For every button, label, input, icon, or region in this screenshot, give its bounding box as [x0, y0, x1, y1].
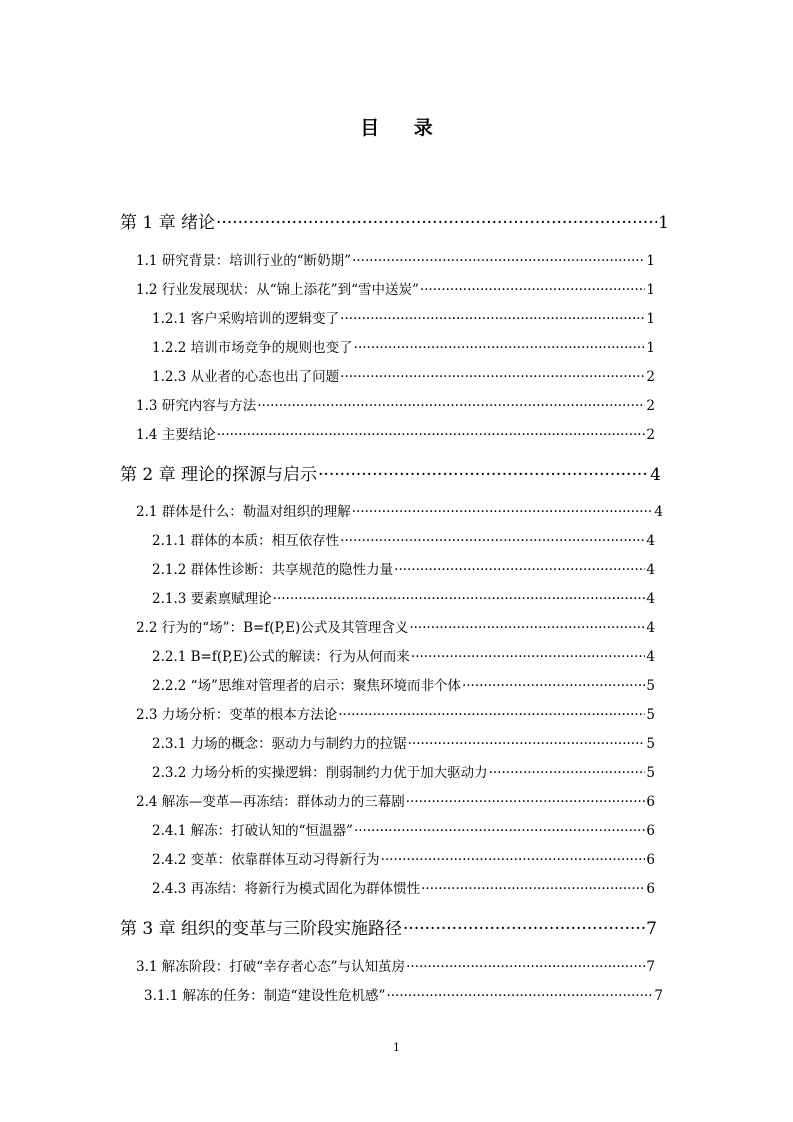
toc-entry[interactable] [152, 365, 655, 385]
leader-dots [394, 562, 645, 578]
toc-entry-page: 4 [654, 504, 663, 520]
toc-entry-label: 2.2.2 “场”思维对管理者的启示：聚焦环境而非个体 [152, 678, 461, 694]
leader-dots [340, 311, 645, 327]
toc-entry-page: 5 [646, 678, 655, 694]
toc-entry-page: 6 [646, 852, 655, 868]
toc-entry-label: 3.1.1 解冻的任务：制造“建设性危机感” [144, 988, 386, 1004]
toc-entry-label: 1.2.1 客户采购培训的逻辑变了 [152, 311, 340, 327]
toc-entry[interactable] [136, 394, 655, 414]
leader-dots [338, 707, 645, 723]
leader-dots [489, 765, 646, 781]
toc-entry-label: 2.4.1 解冻：打破认知的“恒温器” [152, 823, 353, 839]
toc-entry[interactable] [136, 500, 663, 520]
toc-entry-page: 4 [646, 620, 655, 636]
toc-entry[interactable] [152, 761, 655, 781]
toc-entry-page: 2 [646, 427, 655, 443]
toc-entry[interactable] [136, 423, 655, 443]
toc-entry[interactable] [144, 984, 663, 1004]
toc-entry-label: 2.2.1 B=f(P,E)公式的解读：行为从何而来 [152, 649, 410, 665]
page-number: 1 [393, 1041, 400, 1054]
toc-entry[interactable] [152, 674, 655, 694]
toc-entry-label: 1.4 主要结论 [136, 427, 216, 443]
toc-entry-page: 1 [646, 282, 655, 298]
toc-entry-page: 6 [646, 794, 655, 810]
toc-entry-label: 3.1 解冻阶段：打破“幸存者心态”与认知茧房 [136, 959, 406, 975]
toc-entry-label: 第 3 章 组织的变革与三阶段实施路径 [120, 919, 403, 939]
toc-entry-label: 2.3.1 力场的概念：驱动力与制约力的拉锯 [152, 736, 407, 752]
toc-entry-page: 7 [646, 919, 657, 939]
toc-entry-label: 2.4 解冻—变革—再冻结：群体动力的三幕剧 [136, 794, 405, 810]
toc-entry-label: 第 2 章 理论的探源与启示 [120, 465, 318, 485]
toc-entry-label: 2.3.2 力场分析的实操逻辑：削弱制约力优于加大驱动力 [152, 765, 488, 781]
toc-entry[interactable] [136, 278, 655, 298]
leader-dots [386, 988, 653, 1004]
leader-dots [273, 591, 646, 607]
toc-entry-label: 2.1.3 要素禀赋理论 [152, 591, 272, 607]
leader-dots [421, 881, 645, 897]
toc-entry-label: 1.2.2 培训市场竞争的规则也变了 [152, 340, 353, 356]
leader-dots [411, 649, 646, 665]
toc-entry-label: 2.4.2 变革：依靠群体互动习得新行为 [152, 852, 380, 868]
toc-entry[interactable] [152, 558, 655, 578]
toc-entry-label: 1.2.3 从业者的心态也出了问题 [152, 369, 340, 385]
toc-entry[interactable] [120, 208, 669, 233]
toc-entry[interactable] [152, 307, 655, 327]
leader-dots [406, 794, 646, 810]
toc-entry-label: 2.2 行为的“场”：B=f(P,E)公式及其管理含义 [136, 620, 409, 636]
leader-dots [340, 369, 645, 385]
toc-entry[interactable] [152, 877, 655, 897]
toc-entry[interactable] [136, 616, 655, 636]
toc-entry[interactable] [152, 529, 655, 549]
toc-entry-page: 5 [646, 765, 655, 781]
toc-entry-page: 6 [646, 823, 655, 839]
toc-entry[interactable] [136, 955, 655, 975]
toc-entry[interactable] [120, 460, 661, 485]
toc-entry[interactable] [120, 914, 657, 939]
leader-dots [354, 823, 645, 839]
toc-entry-page: 2 [646, 369, 655, 385]
toc-entry[interactable] [152, 848, 655, 868]
toc-entry-page: 5 [646, 707, 655, 723]
toc-entry-page: 4 [646, 533, 655, 549]
toc-entry[interactable] [136, 790, 655, 810]
toc-entry-page: 1 [646, 253, 655, 269]
leader-dots [216, 213, 657, 233]
toc-entry-label: 2.1 群体是什么：勒温对组织的理解 [136, 504, 351, 520]
toc-entry[interactable] [152, 336, 655, 356]
toc-entry-page: 6 [646, 881, 655, 897]
toc-entry-page: 7 [654, 988, 663, 1004]
leader-dots [352, 504, 654, 520]
toc-entry-page: 4 [646, 649, 655, 665]
toc-entry[interactable] [136, 703, 655, 723]
toc-title: 目 录 [360, 117, 447, 139]
leader-dots [403, 919, 645, 939]
leader-dots [462, 678, 645, 694]
toc-entry-label: 1.1 研究背景：培训行业的“断奶期” [136, 253, 352, 269]
toc-entry-label: 2.1.1 群体的本质：相互依存性 [152, 533, 340, 549]
toc-entry-label: 第 1 章 绪论 [120, 213, 216, 233]
toc-entry-label: 1.2 行业发展现状：从“锦上添花”到“雪中送炭” [136, 282, 419, 298]
toc-entry-page: 4 [650, 465, 661, 485]
toc-entry-label: 2.4.3 再冻结：将新行为模式固化为群体惯性 [152, 881, 421, 897]
leader-dots [257, 398, 645, 414]
leader-dots [409, 620, 645, 636]
toc-entry-label: 2.1.2 群体性诊断：共享规范的隐性力量 [152, 562, 394, 578]
toc-entry[interactable] [152, 819, 655, 839]
leader-dots [354, 340, 646, 356]
toc-entry-label: 2.3 力场分析：变革的根本方法论 [136, 707, 338, 723]
toc-entry-page: 7 [646, 959, 655, 975]
toc-entry[interactable] [136, 249, 655, 269]
leader-dots [340, 533, 645, 549]
leader-dots [318, 465, 649, 485]
toc-entry-page: 1 [646, 311, 655, 327]
toc-entry[interactable] [152, 645, 655, 665]
toc-entry-page: 1 [646, 340, 655, 356]
toc-entry-label: 1.3 研究内容与方法 [136, 398, 257, 414]
leader-dots [406, 959, 645, 975]
toc-entry[interactable] [152, 732, 655, 752]
toc-entry-page: 4 [646, 591, 655, 607]
leader-dots [381, 852, 646, 868]
toc-entry[interactable] [152, 587, 655, 607]
toc-entry-page: 1 [658, 213, 669, 233]
toc-entry-page: 2 [646, 398, 655, 414]
leader-dots [408, 736, 646, 752]
toc-entry-page: 5 [646, 736, 655, 752]
leader-dots [217, 427, 646, 443]
toc-entry-page: 4 [646, 562, 655, 578]
leader-dots [420, 282, 646, 298]
leader-dots [352, 253, 645, 269]
